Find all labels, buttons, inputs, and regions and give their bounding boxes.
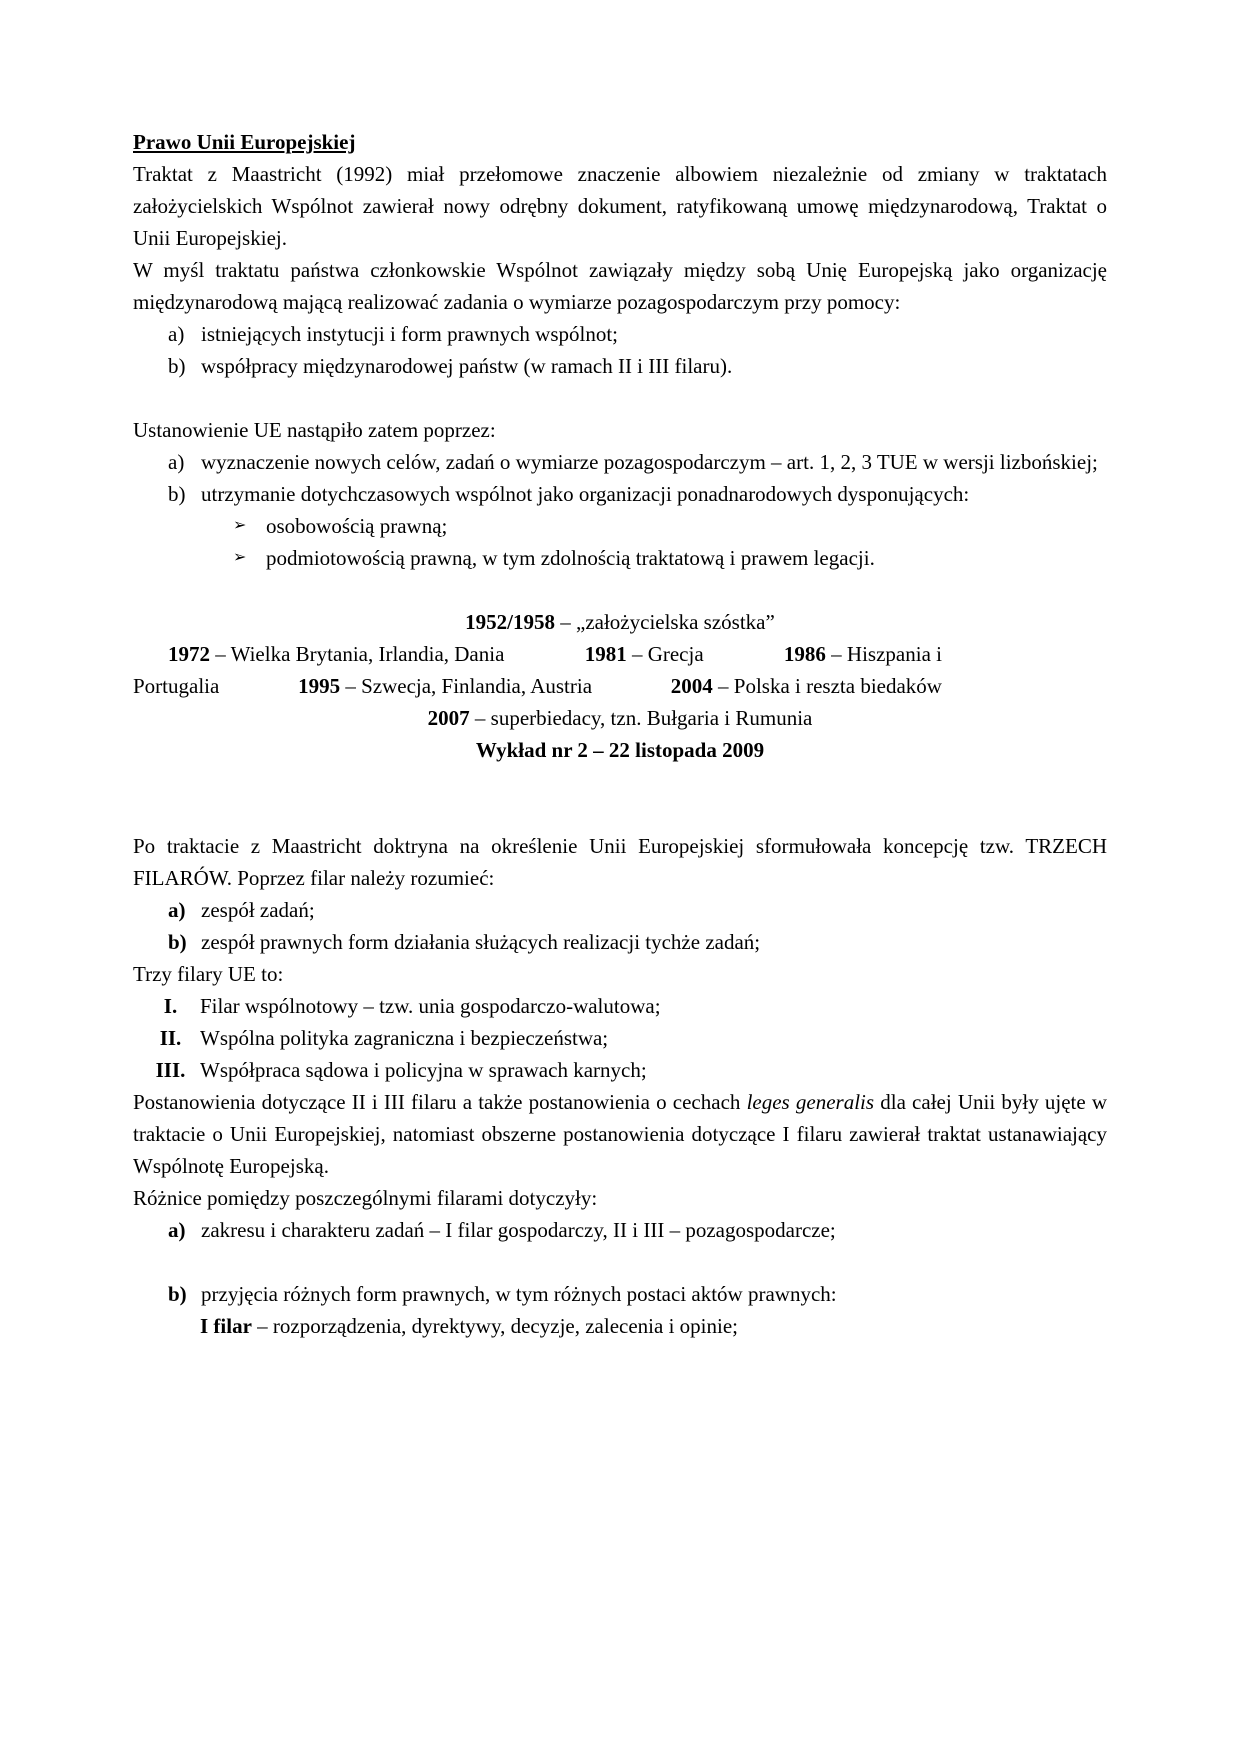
- timeline-year: 1972: [168, 642, 210, 666]
- list-item: [168, 478, 1107, 510]
- list-item: [141, 990, 1107, 1022]
- timeline-entry-2004: [671, 670, 942, 702]
- list-filar-definition: [133, 894, 1107, 958]
- timeline-entry-1972: [168, 638, 504, 670]
- list-item: [141, 1054, 1107, 1086]
- list-item: [233, 542, 1107, 574]
- spacer: [133, 766, 1107, 830]
- list-marker: a): [168, 1218, 186, 1242]
- spacer: [168, 1246, 1107, 1278]
- list-item-text: istniejących instytucji i form prawnych wspólnot;: [201, 322, 619, 346]
- list-item-text: osobowością prawną;: [266, 514, 448, 538]
- list-item-text: przyjęcia różnych form prawnych, w tym różnych postaci aktów prawnych:: [201, 1282, 837, 1306]
- latin-term: leges generalis: [746, 1090, 875, 1114]
- paragraph-postanowienia: [133, 1086, 1107, 1182]
- timeline-year: 1995: [298, 674, 341, 698]
- paragraph-text: Postanowienia dotyczące II i III filaru a także postanowienia o cechach: [133, 1090, 747, 1114]
- list-item-text: Współpraca sądowa i policyjna w sprawach karnych;: [200, 1058, 647, 1082]
- paragraph-text: dla całej Unii były ujęte w traktacie o Unii Europejskiej, natomiast obszerne postanowienia dotyczące I filaru zawierał traktat ustanawiający Wspólnotę Europejską.: [133, 1090, 1107, 1178]
- arrow-bullet-icon: ➢: [233, 517, 247, 534]
- list-roznice: [133, 1214, 1107, 1310]
- arrow-bullet-icon: ➢: [233, 549, 247, 566]
- list-item: [168, 894, 1107, 926]
- heading-three-pillars: Trzy filary UE to:: [133, 962, 284, 986]
- timeline-year: 2007: [427, 706, 470, 730]
- list-item-text: Filar wspólnotowy – tzw. unia gospodarczo-walutowa;: [200, 994, 661, 1018]
- list-marker: III.: [155, 1058, 186, 1082]
- list-item-text: utrzymanie dotychczasowych wspólnot jako organizacji ponadnarodowych dysponujących:: [201, 482, 970, 506]
- timeline-founding-text: – „założycielska szóstka”: [555, 610, 775, 634]
- list-item-text: wyznaczenie nowych celów, zadań o wymiarze pozagospodarczym – art. 1, 2, 3 TUE w wersji lizbońskiej;: [201, 450, 1098, 474]
- spacer: [133, 574, 1107, 606]
- list-item: [233, 510, 1107, 542]
- paragraph-pillars-intro: Po traktacie z Maastricht doktryna na określenie Unii Europejskiej sformułowała koncepcję tzw. TRZECH FILARÓW. Poprzez filar należy rozumieć:: [133, 834, 1107, 890]
- timeline-text: – Hiszpania i: [825, 642, 942, 666]
- list-pomocy: [133, 318, 1107, 382]
- lecture-title: Wykład nr 2 – 22 listopada 2009: [475, 738, 765, 762]
- timeline-entry-2007: [133, 702, 1107, 734]
- timeline-entry-1981: [585, 638, 704, 670]
- list-marker: a): [168, 450, 185, 474]
- list-marker: a): [168, 322, 185, 346]
- line-filar-one: [133, 1310, 1107, 1342]
- paragraph-w-mysl: W myśl traktatu państwa członkowskie Wspólnot zawiązały między sobą Unię Europejską jako organizację międzynarodową mającą realizować zadania o wymiarze pozagospodarczym przy pomocy:: [133, 258, 1107, 314]
- timeline-entry-1986: [784, 638, 942, 670]
- timeline-entry-1995: [298, 670, 592, 702]
- filar-one-text: – rozporządzenia, dyrektywy, decyzje, zalecenia i opinie;: [251, 1314, 738, 1338]
- timeline-founding-line: [133, 606, 1107, 638]
- list-marker: a): [168, 898, 186, 922]
- list-pillars: [133, 990, 1107, 1086]
- list-marker: II.: [159, 1026, 182, 1050]
- list-item-text: podmiotowością prawną, w tym zdolnością traktatową i prawem legacji.: [266, 546, 875, 570]
- list-item-text: zespół prawnych form działania służących realizacji tychże zadań;: [201, 930, 761, 954]
- list-item-text: zakresu i charakteru zadań – I filar gospodarczy, II i III – pozagospodarcze;: [201, 1218, 836, 1242]
- list-marker: b): [168, 1282, 187, 1306]
- list-item: [168, 1278, 1107, 1310]
- list-item: [141, 1022, 1107, 1054]
- heading-ustanowienie: Ustanowienie UE nastąpiło zatem poprzez:: [133, 418, 496, 442]
- timeline-text: – Wielka Brytania, Irlandia, Dania: [210, 642, 505, 666]
- timeline-text: – Grecja: [626, 642, 704, 666]
- list-arrows: [133, 510, 1107, 574]
- document-title: Prawo Unii Europejskiej: [133, 130, 356, 154]
- timeline-text: – Polska i reszta biedaków: [712, 674, 942, 698]
- timeline-row-2: [133, 670, 1107, 702]
- paragraph-maastricht: Traktat z Maastricht (1992) miał przełomowe znaczenie albowiem niezależnie od zmiany w traktatach założycielskich Wspólnot zawierał nowy odrębny dokument, ratyfikowaną umowę międzynarodową, Traktat o Unii Europejskiej.: [133, 162, 1107, 250]
- list-marker: b): [168, 354, 186, 378]
- list-marker: b): [168, 482, 186, 506]
- list-item: [168, 350, 1107, 382]
- list-ustanowienie: [133, 446, 1107, 510]
- timeline-row-1: [133, 638, 1107, 670]
- list-marker: I.: [163, 994, 178, 1018]
- list-item-text: współpracy międzynarodowej państw (w ramach II i III filaru).: [201, 354, 733, 378]
- timeline-text: – Szwecja, Finlandia, Austria: [340, 674, 593, 698]
- timeline-year: 1981: [584, 642, 627, 666]
- timeline-founding-year: 1952/1958: [465, 610, 555, 634]
- list-item: [168, 926, 1107, 958]
- timeline-year: 2004: [670, 674, 713, 698]
- list-item: [168, 1214, 1107, 1246]
- list-item-text: Wspólna polityka zagraniczna i bezpieczeństwa;: [200, 1026, 609, 1050]
- timeline-text: Portugalia: [133, 674, 220, 698]
- heading-roznice: Różnice pomiędzy poszczególnymi filarami dotyczyły:: [133, 1186, 598, 1210]
- timeline-year: 1986: [783, 642, 826, 666]
- filar-one-label: I filar: [200, 1314, 252, 1338]
- list-item-text: zespół zadań;: [201, 898, 315, 922]
- timeline-entry-portugalia: [133, 670, 219, 702]
- spacer: [133, 382, 1107, 414]
- list-marker: b): [168, 930, 187, 954]
- list-item: [168, 446, 1107, 478]
- timeline-text: – superbiedacy, tzn. Bułgaria i Rumunia: [469, 706, 813, 730]
- list-item: [168, 318, 1107, 350]
